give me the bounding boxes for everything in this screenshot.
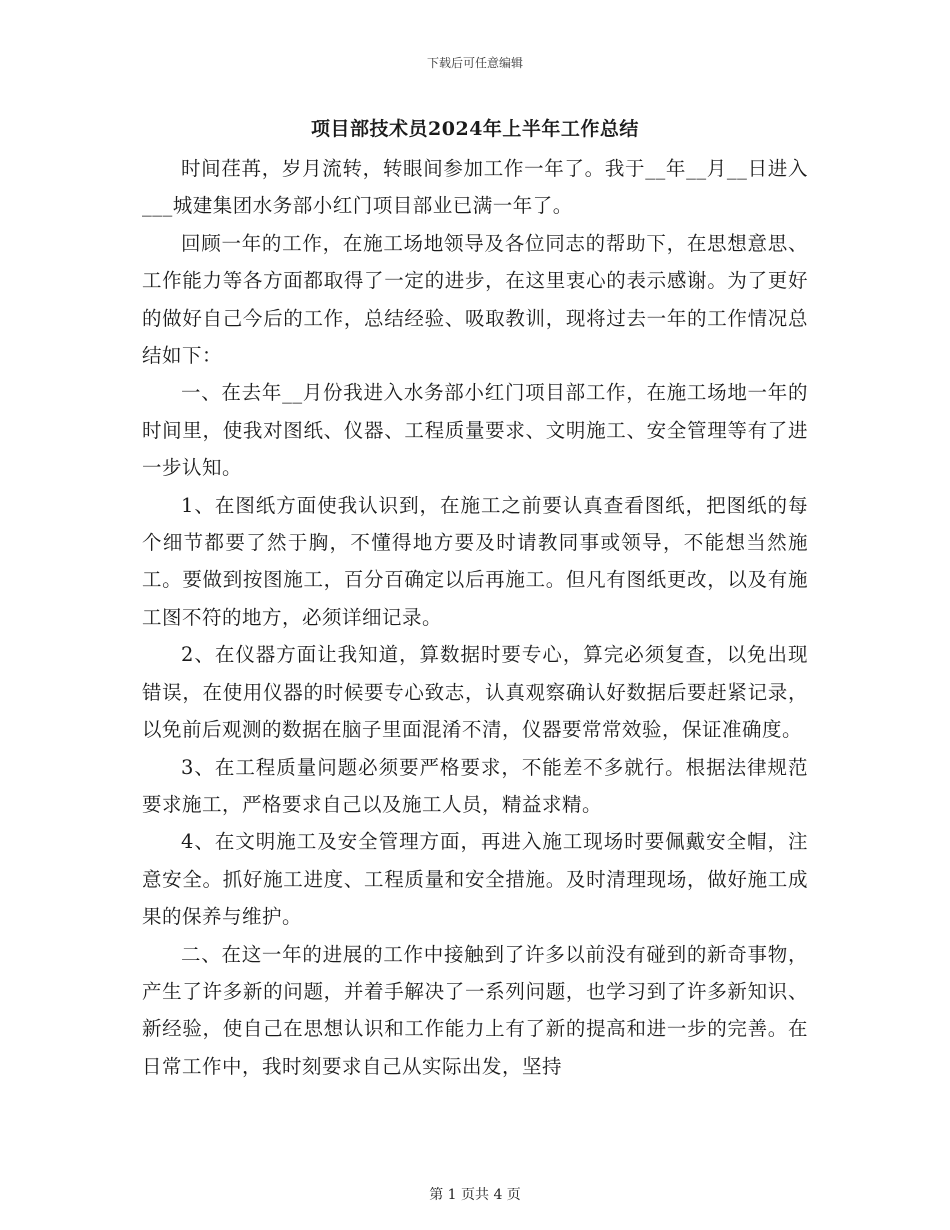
page-number: 第 1 页共 4 页: [429, 1187, 521, 1203]
paragraph-quality: 3、在工程质量问题必须要严格要求，不能差不多就行。根据法律规范要求施工，严格要求自己以及施工人员，精益求精。: [142, 755, 808, 816]
document-title: 项目部技术员2024年上半年工作总结: [311, 118, 639, 140]
paragraph-review: 回顾一年的工作，在施工场地领导及各位同志的帮助下，在思想意思、工作能力等各方面都取得了一定的进步，在这里衷心的表示感谢。为了更好的做好自己今后的工作，总结经验、吸取教训，现将过去一年的工作情况总结如下：: [142, 231, 808, 368]
paragraph-section-two: 二、在这一年的进展的工作中接触到了许多以前没有碰到的新奇事物，产生了许多新的问题，并着手解决了一系列问题，也学习到了许多新知识、新经验，使自己在思想认识和工作能力上有了新的提高和进一步的完善。在日常工作中，我时刻要求自己从实际出发，坚持: [142, 942, 808, 1078]
page-header-note: 下载后可任意编辑: [426, 56, 523, 70]
paragraph-section-one: 一、在去年__月份我进入水务部小红门项目部工作，在施工场地一年的时间里，使我对图纸、仪器、工程质量要求、文明施工、安全管理等有了进一步认知。: [142, 381, 808, 480]
paragraph-safety: 4、在文明施工及安全管理方面，再进入施工现场时要佩戴安全帽，注意安全。抓好施工进度、工程质量和安全措施。及时清理现场，做好施工成果的保养与维护。: [142, 830, 808, 929]
paragraph-instruments: 2、在仪器方面让我知道，算数据时要专心，算完必须复查，以免出现错误，在使用仪器的时候要专心致志，认真观察确认好数据后要赶紧记录，以免前后观测的数据在脑子里面混淆不清，仪器要常常效验，保证准确度。: [142, 643, 808, 742]
paragraph-intro: 时间荏苒，岁月流转，转眼间参加工作一年了。我于__年__月__日进入___城建集团水务部小红门项目部业已满一年了。: [142, 157, 808, 218]
paragraph-drawings: 1、在图纸方面使我认识到，在施工之前要认真查看图纸，把图纸的每个细节都要了然于胸，不懂得地方要及时请教同事或领导，不能想当然施工。要做到按图施工，百分百确定以后再施工。但凡有图纸更改，以及有施工图不符的地方，必须详细记录。: [142, 493, 808, 629]
document-body: [142, 150, 808, 1085]
